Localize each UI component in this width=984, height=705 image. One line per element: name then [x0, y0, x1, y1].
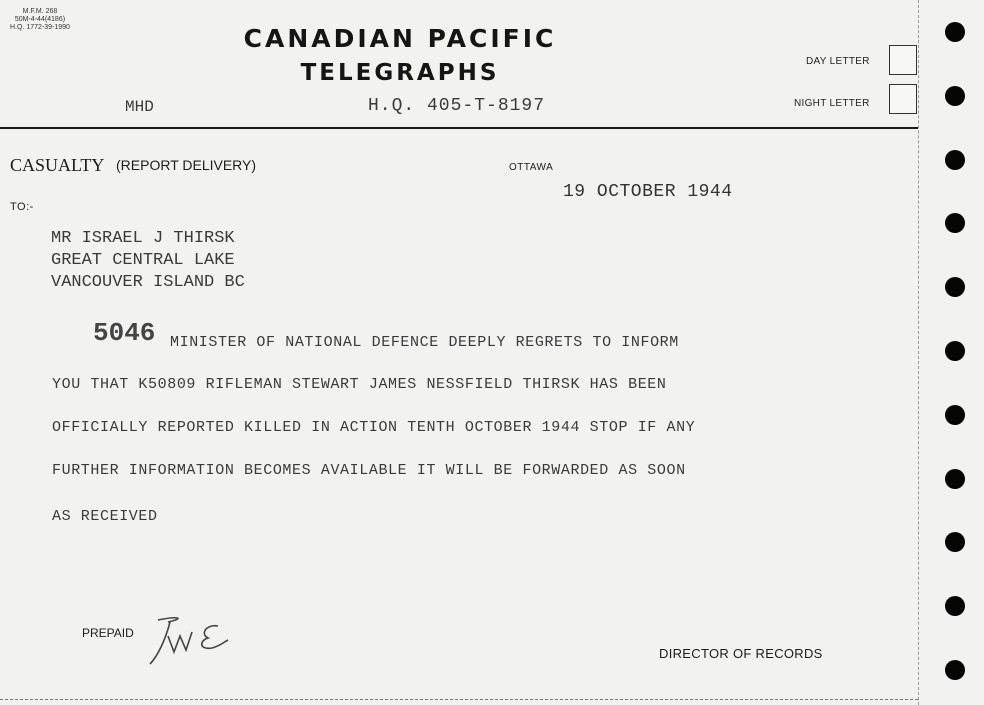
company-subtitle: TELEGRAPHS — [300, 60, 500, 86]
recipient-address — [51, 228, 245, 294]
form-code: H.Q. 1772-39-1990 — [10, 24, 70, 31]
message-line: MINISTER OF NATIONAL DEFENCE DEEPLY REGRETS TO INFORM — [170, 334, 679, 351]
origin-city: OTTAWA — [509, 162, 554, 173]
sprocket-hole — [945, 213, 965, 233]
message-line: OFFICIALLY REPORTED KILLED IN ACTION TENTH OCTOBER 1944 STOP IF ANY — [52, 419, 696, 436]
prepaid-label: PREPAID — [82, 626, 134, 640]
handwritten-initials-signature — [148, 612, 232, 672]
sprocket-hole — [945, 405, 965, 425]
form-code: 50M-4-44(4186) — [14, 16, 66, 23]
address-line: VANCOUVER ISLAND BC — [51, 273, 245, 292]
night-letter-checkbox — [889, 84, 917, 114]
message-line: YOU THAT K50809 RIFLEMAN STEWART JAMES NESSFIELD THIRSK HAS BEEN — [52, 376, 667, 393]
message-line: FURTHER INFORMATION BECOMES AVAILABLE IT WILL BE FORWARDED AS SOON — [52, 462, 686, 479]
form-code: M.F.M. 268 — [22, 8, 58, 15]
perforation-line — [918, 0, 920, 705]
sprocket-hole — [945, 341, 965, 361]
day-letter-label: DAY LETTER — [806, 56, 870, 67]
signatory: DIRECTOR OF RECORDS — [659, 646, 823, 661]
address-line: MR ISRAEL J THIRSK — [51, 229, 235, 248]
message-line: AS RECEIVED — [52, 508, 158, 525]
file-reference: H.Q. 405-T-8197 — [368, 96, 546, 116]
telegram-date: 19 OCTOBER 1944 — [563, 182, 733, 202]
company-name: CANADIAN PACIFIC — [243, 24, 557, 53]
sprocket-hole — [945, 277, 965, 297]
bottom-perforation — [0, 699, 918, 701]
message-number: 5046 — [93, 318, 156, 348]
casualty-label: CASUALTY — [10, 155, 105, 175]
sprocket-hole — [945, 22, 965, 42]
sprocket-hole — [945, 86, 965, 106]
address-line: GREAT CENTRAL LAKE — [51, 251, 235, 270]
form-codes — [10, 8, 70, 32]
report-delivery-label: (REPORT DELIVERY) — [116, 157, 257, 173]
office-code: MHD — [125, 98, 154, 116]
sprocket-hole — [945, 150, 965, 170]
sprocket-hole — [945, 532, 965, 552]
header-rule — [0, 127, 918, 129]
day-letter-checkbox — [889, 45, 917, 75]
sprocket-hole — [945, 469, 965, 489]
sprocket-hole — [945, 596, 965, 616]
night-letter-label: NIGHT LETTER — [794, 98, 870, 109]
to-label: TO:- — [10, 201, 34, 213]
sprocket-hole — [945, 660, 965, 680]
